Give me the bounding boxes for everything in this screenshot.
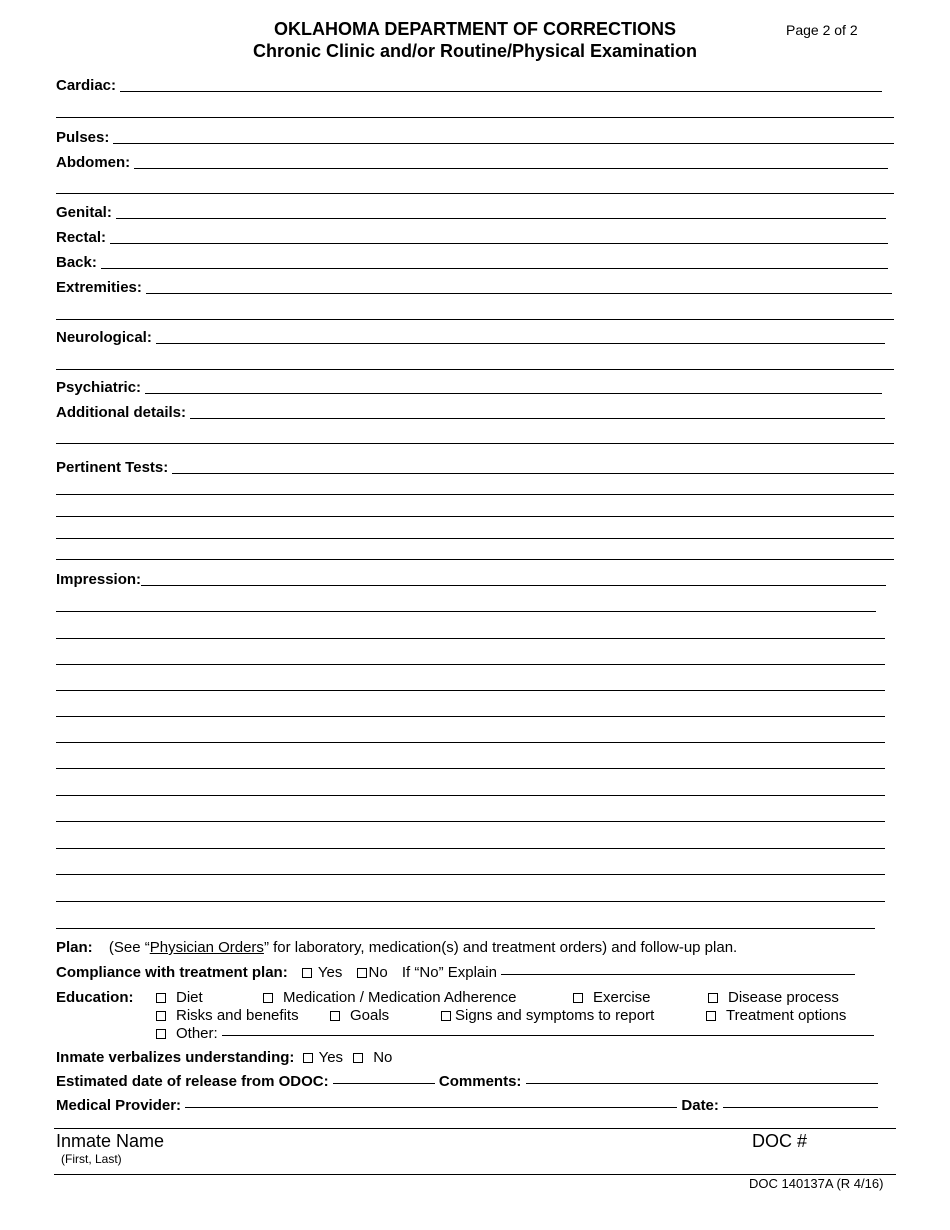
extremities-label: Extremities: xyxy=(56,279,142,296)
education-medication xyxy=(263,989,516,1006)
date-label: Date: xyxy=(681,1097,719,1114)
impression-line[interactable] xyxy=(56,928,875,929)
impression-line[interactable] xyxy=(56,611,876,612)
cardiac-field[interactable] xyxy=(56,73,882,95)
impression-line[interactable] xyxy=(56,874,885,875)
goals-label: Goals xyxy=(350,1007,390,1024)
education-treatment xyxy=(706,1007,846,1024)
diet-label: Diet xyxy=(176,989,203,1006)
risks-checkbox[interactable] xyxy=(156,1011,166,1021)
risks-label: Risks and benefits xyxy=(176,1007,299,1024)
cardiac-line-2[interactable] xyxy=(56,117,894,118)
additional-details-label: Additional details: xyxy=(56,404,187,421)
other-label: Other: xyxy=(176,1025,218,1042)
exercise-checkbox[interactable] xyxy=(573,993,583,1003)
compliance-yes-checkbox[interactable] xyxy=(302,968,312,978)
abdomen-line-2[interactable] xyxy=(56,193,894,194)
pertinent-tests-line[interactable] xyxy=(56,559,894,560)
comments-label: Comments: xyxy=(438,1073,522,1090)
compliance-label: Compliance with treatment plan: xyxy=(56,964,288,981)
additional-details-line-2[interactable] xyxy=(56,443,894,444)
plan-text-before: (See “ xyxy=(108,939,150,956)
other-checkbox[interactable] xyxy=(156,1029,166,1039)
abdomen-label: Abdomen: xyxy=(56,154,131,171)
extremities-line-2[interactable] xyxy=(56,319,894,320)
doc-number-label: DOC # xyxy=(752,1131,808,1151)
psychiatric-field[interactable] xyxy=(56,375,882,397)
disease-label: Disease process xyxy=(728,989,839,1006)
impression-line[interactable] xyxy=(56,848,885,849)
comments-field[interactable] xyxy=(526,1083,878,1084)
compliance-explain-label: If “No” Explain xyxy=(401,964,497,981)
pertinent-tests-line[interactable] xyxy=(56,494,894,495)
education-goals xyxy=(330,1007,389,1024)
footer-top-rule xyxy=(54,1128,896,1129)
footer-bottom-rule xyxy=(54,1174,896,1175)
pertinent-tests-line[interactable] xyxy=(56,516,894,517)
impression-line[interactable] xyxy=(56,690,885,691)
plan-label: Plan: xyxy=(56,939,93,956)
provider-field[interactable] xyxy=(185,1107,677,1108)
impression-line[interactable] xyxy=(56,821,885,822)
impression-line[interactable] xyxy=(56,638,885,639)
extremities-field[interactable] xyxy=(56,275,892,297)
treatment-label: Treatment options xyxy=(726,1007,847,1024)
impression-line[interactable] xyxy=(56,742,885,743)
inmate-name-label: Inmate Name xyxy=(56,1131,165,1151)
impression-field[interactable] xyxy=(56,567,886,589)
neurological-label: Neurological: xyxy=(56,329,152,346)
pertinent-tests-field[interactable] xyxy=(56,455,894,477)
pertinent-tests-label: Pertinent Tests: xyxy=(56,459,169,476)
neurological-line-2[interactable] xyxy=(56,369,894,370)
abdomen-field[interactable] xyxy=(56,150,888,172)
treatment-checkbox[interactable] xyxy=(706,1011,716,1021)
pulses-field[interactable] xyxy=(56,125,894,147)
goals-checkbox[interactable] xyxy=(330,1011,340,1021)
release-label: Estimated date of release from ODOC: xyxy=(56,1073,329,1090)
release-date-field[interactable] xyxy=(333,1083,435,1084)
impression-line[interactable] xyxy=(56,664,885,665)
understanding-row xyxy=(56,1049,392,1066)
impression-line[interactable] xyxy=(56,901,885,902)
other-field[interactable] xyxy=(222,1035,874,1036)
compliance-explain-field[interactable] xyxy=(501,974,855,975)
first-last-hint: (First, Last) xyxy=(61,1152,122,1166)
understanding-no-checkbox[interactable] xyxy=(353,1053,363,1063)
signs-label: Signs and symptoms to report xyxy=(455,1007,655,1024)
understanding-yes-checkbox[interactable] xyxy=(303,1053,313,1063)
signs-checkbox[interactable] xyxy=(441,1011,451,1021)
impression-label: Impression: xyxy=(56,571,142,588)
form-title: Chronic Clinic and/or Routine/Physical Examination xyxy=(252,41,698,61)
rectal-label: Rectal: xyxy=(56,229,107,246)
education-signs xyxy=(441,1007,654,1024)
education-diet xyxy=(156,989,203,1006)
understanding-yes-label: Yes xyxy=(318,1049,344,1066)
compliance-yes-label: Yes xyxy=(317,964,343,981)
compliance-row xyxy=(56,964,855,981)
compliance-no-label: No xyxy=(368,964,388,981)
education-disease xyxy=(708,989,839,1006)
medication-label: Medication / Medication Adherence xyxy=(283,989,517,1006)
impression-line[interactable] xyxy=(56,768,885,769)
release-row xyxy=(56,1073,878,1090)
compliance-no-checkbox[interactable] xyxy=(357,968,367,978)
genital-field[interactable] xyxy=(56,200,886,222)
education-other xyxy=(156,1025,874,1042)
plan-text-after: ” for laboratory, medication(s) and treatment orders) and follow-up plan. xyxy=(263,939,738,956)
date-field[interactable] xyxy=(723,1107,878,1108)
cardiac-label: Cardiac: xyxy=(56,77,117,94)
genital-label: Genital: xyxy=(56,204,112,221)
disease-checkbox[interactable] xyxy=(708,993,718,1003)
provider-row xyxy=(56,1097,878,1114)
exercise-label: Exercise xyxy=(593,989,651,1006)
back-field[interactable] xyxy=(56,250,888,272)
pertinent-tests-line[interactable] xyxy=(56,538,894,539)
additional-details-field[interactable] xyxy=(56,400,885,422)
impression-line[interactable] xyxy=(56,795,885,796)
page-number: Page 2 of 2 xyxy=(786,22,858,38)
diet-checkbox[interactable] xyxy=(156,993,166,1003)
pulses-label: Pulses: xyxy=(56,129,110,146)
medication-checkbox[interactable] xyxy=(263,993,273,1003)
education-label: Education: xyxy=(56,989,134,1006)
provider-label: Medical Provider: xyxy=(56,1097,182,1114)
form-code: DOC 140137A (R 4/16) xyxy=(749,1176,884,1191)
psychiatric-label: Psychiatric: xyxy=(56,379,142,396)
rectal-field[interactable] xyxy=(56,225,888,247)
education-risks xyxy=(156,1007,299,1024)
plan-row xyxy=(56,939,737,956)
neurological-field[interactable] xyxy=(56,325,885,347)
physician-orders-link[interactable]: Physician Orders xyxy=(149,939,264,956)
back-label: Back: xyxy=(56,254,97,271)
understanding-no-label: No xyxy=(373,1049,393,1066)
understanding-label: Inmate verbalizes understanding: xyxy=(56,1049,295,1066)
education-exercise xyxy=(573,989,651,1006)
impression-line[interactable] xyxy=(56,716,885,717)
agency-title: OKLAHOMA DEPARTMENT OF CORRECTIONS xyxy=(274,19,676,39)
